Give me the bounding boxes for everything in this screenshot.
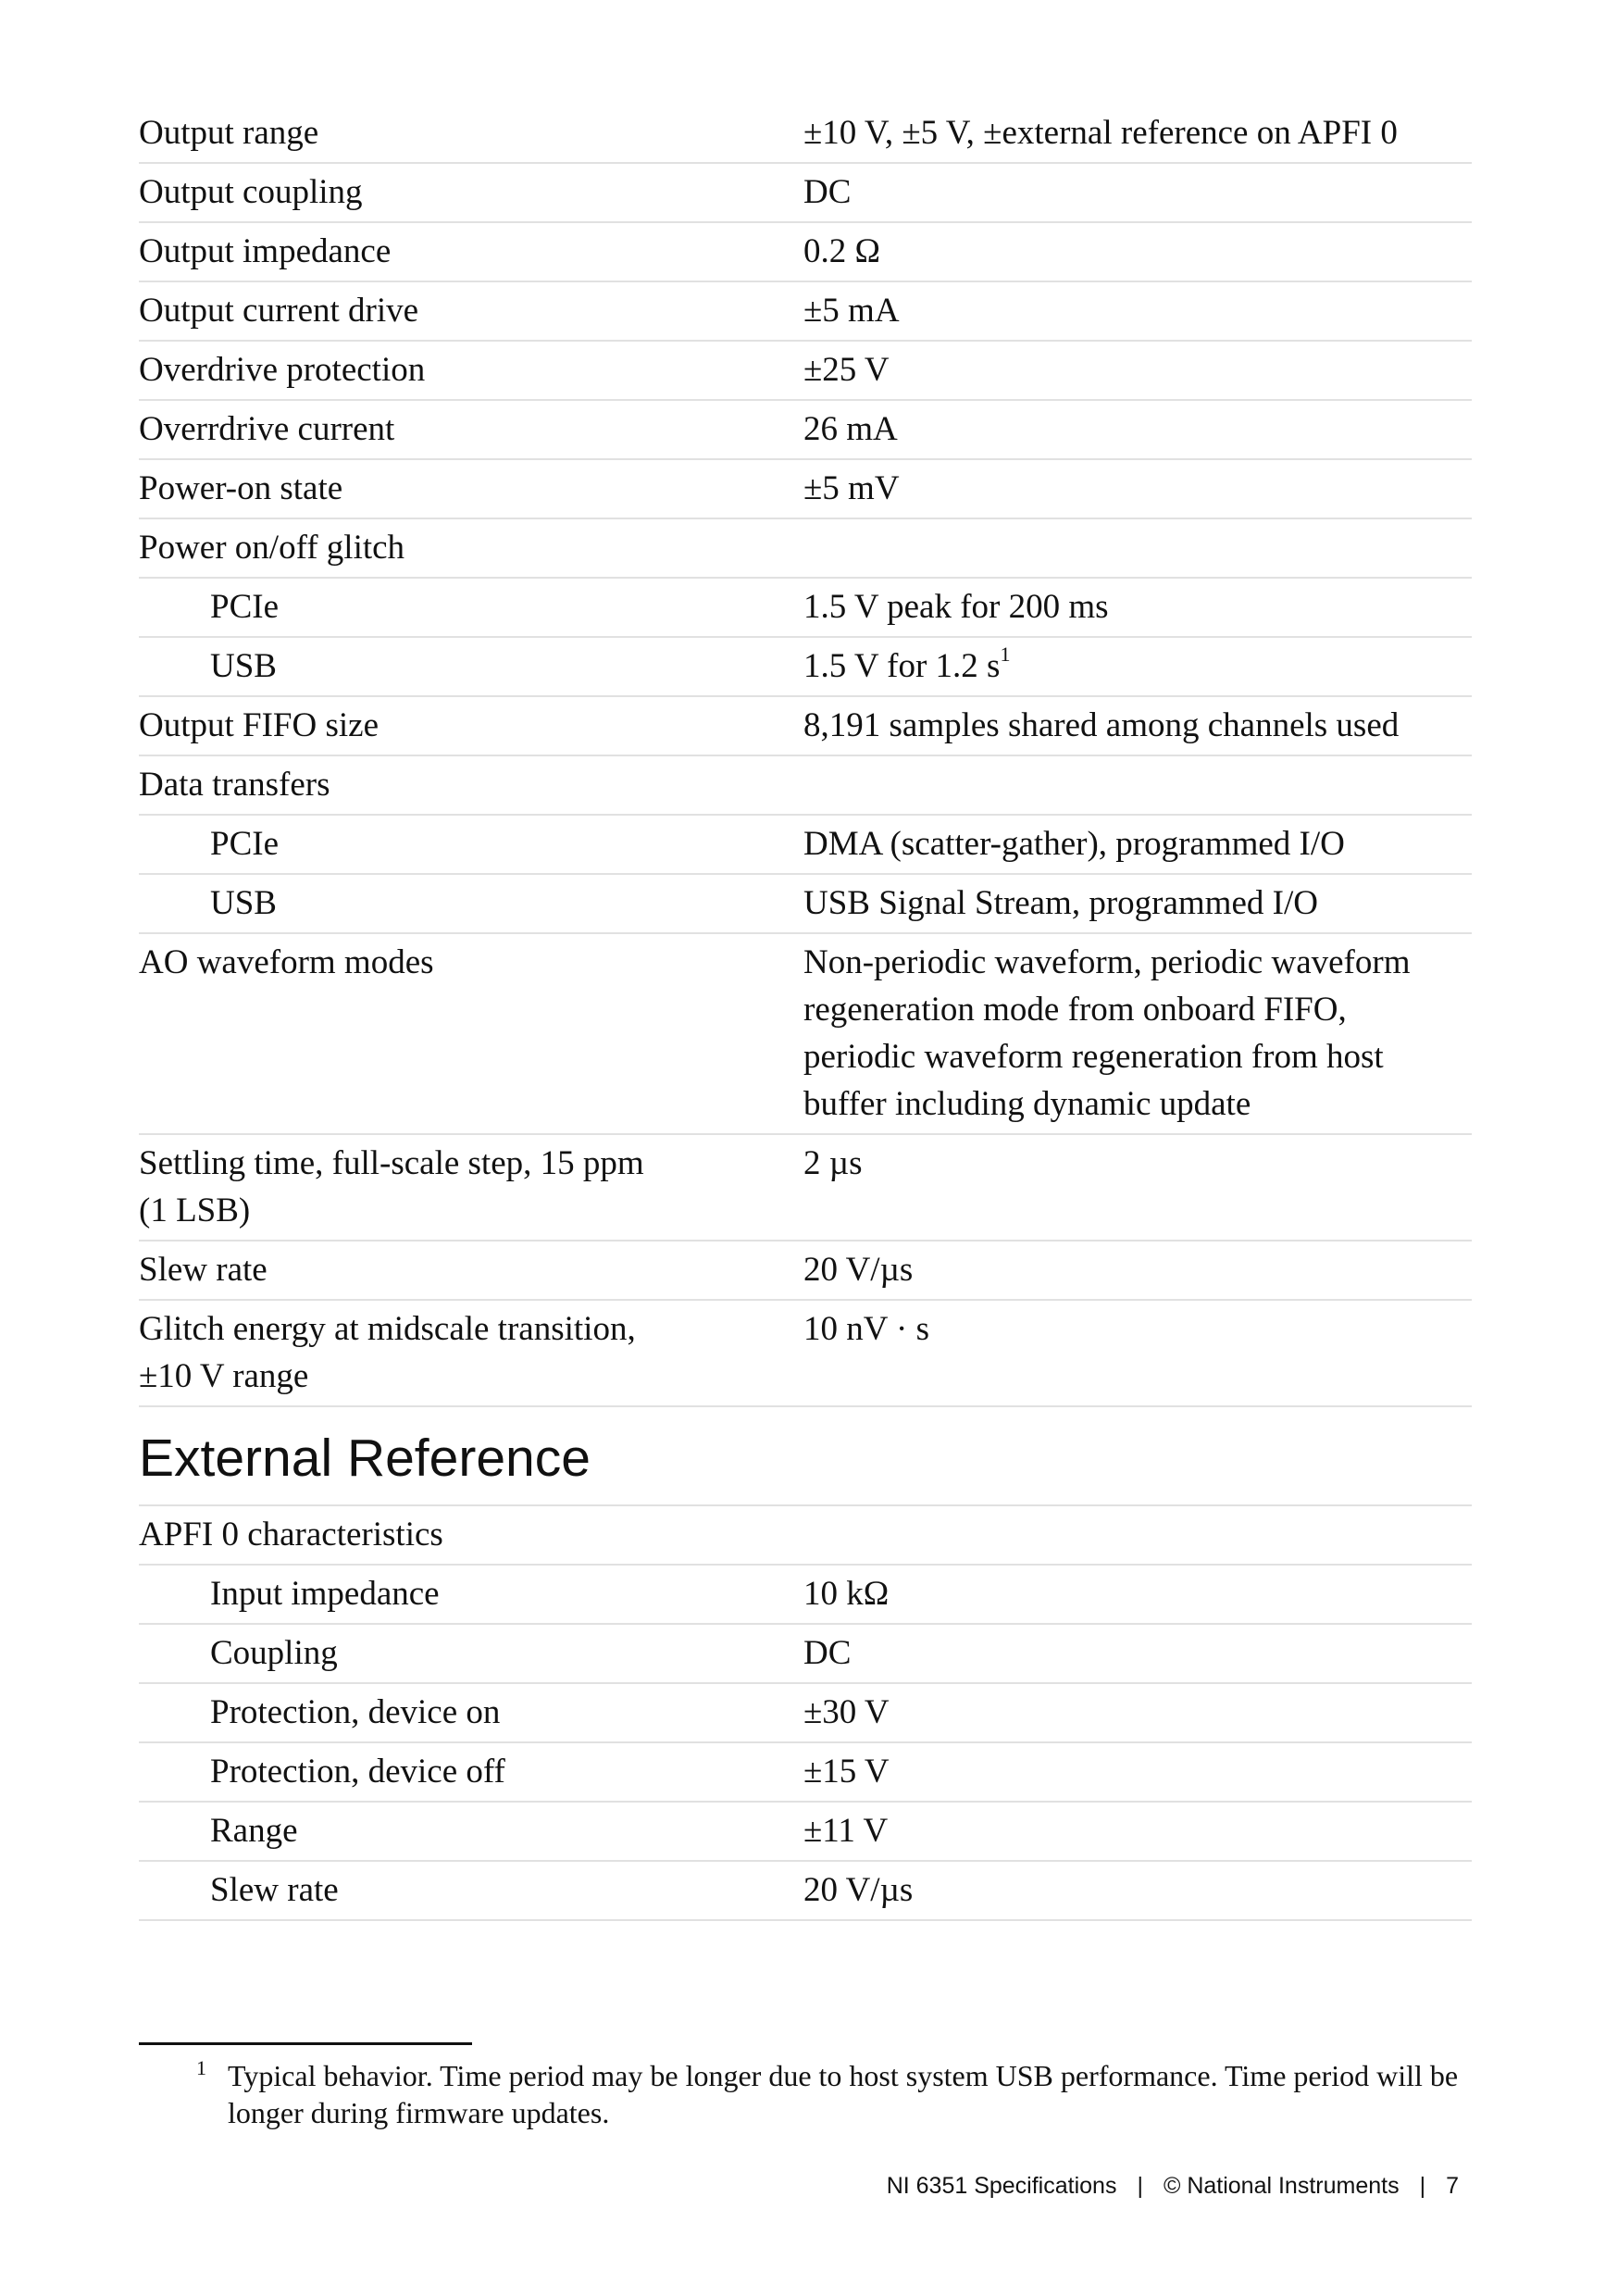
spec-value: ±15 V [803, 1753, 890, 1791]
spec-label [139, 1140, 803, 1234]
spec-label: Output impedance [139, 232, 392, 270]
spec-value: ±5 mV [803, 469, 900, 507]
spec-row [139, 1242, 1472, 1301]
spec-value: DC [803, 173, 852, 211]
spec-subrow [139, 1743, 1472, 1803]
spec-row [139, 105, 1472, 164]
spec-group-row [139, 519, 1472, 579]
spec-subrow [139, 1684, 1472, 1743]
spec-row [139, 164, 1472, 223]
spec-subrow [139, 1566, 1472, 1625]
spec-value-text: 1.5 V for 1.2 s [803, 647, 1001, 685]
spec-label [139, 1305, 803, 1400]
spec-label: Slew rate [139, 1251, 268, 1289]
spec-value: ±11 V [803, 1812, 889, 1850]
spec-value: 0.2 Ω [803, 232, 880, 270]
spec-row [139, 1301, 1472, 1407]
spec-sublabel: USB [210, 884, 277, 922]
footer-separator: | [1419, 2173, 1426, 2199]
spec-sublabel: USB [210, 647, 277, 685]
spec-group-label: APFI 0 characteristics [139, 1516, 443, 1554]
spec-row [139, 697, 1472, 756]
section-heading: External Reference [139, 1429, 591, 1488]
spec-label: AO waveform modes [139, 943, 434, 981]
spec-group-row [139, 1506, 1472, 1566]
page-footer [887, 2170, 1459, 2202]
spec-sublabel: Protection, device on [210, 1693, 501, 1731]
spec-label: Power-on state [139, 469, 343, 507]
footnote-mark: 1 [196, 2056, 206, 2079]
page-number: 7 [1446, 2173, 1459, 2199]
footnote-text: Typical behavior. Time period may be longer due to host system USB performance. Time period will be longer during firmware updates. [228, 2059, 1459, 2129]
spec-subrow [139, 1625, 1472, 1684]
footnote-ref: 1 [1000, 642, 1011, 666]
spec-value: 8,191 samples shared among channels used [803, 706, 1400, 744]
spec-subrow [139, 638, 1472, 697]
spec-row [139, 460, 1472, 519]
spec-group-row [139, 756, 1472, 816]
spec-row [139, 1135, 1472, 1242]
footnote-divider [139, 2042, 472, 2045]
spec-sublabel: PCIe [210, 825, 279, 863]
spec-label-line: ±10 V range [139, 1357, 309, 1395]
spec-label-line: (1 LSB) [139, 1192, 251, 1229]
spec-row [139, 401, 1472, 460]
spec-row [139, 282, 1472, 342]
external-reference-table [139, 1504, 1472, 1921]
spec-group-label: Power on/off glitch [139, 529, 405, 567]
spec-value: 20 V/µs [803, 1251, 914, 1289]
spec-value: 10 nV · s [803, 1310, 930, 1348]
spec-sublabel: Protection, device off [210, 1753, 505, 1791]
spec-sublabel: Coupling [210, 1634, 338, 1672]
spec-value: ±25 V [803, 351, 890, 389]
spec-label: Output range [139, 114, 319, 152]
spec-value-line: buffer including dynamic update [803, 1085, 1251, 1123]
spec-subrow [139, 1862, 1472, 1921]
spec-subrow [139, 1803, 1472, 1862]
spec-label-line: Settling time, full-scale step, 15 ppm [139, 1144, 644, 1182]
spec-row [139, 342, 1472, 401]
spec-subrow [139, 875, 1472, 934]
output-spec-table [139, 105, 1472, 1407]
spec-value: ±10 V, ±5 V, ±external reference on APFI 0 [803, 114, 1398, 152]
spec-value: 10 kΩ [803, 1575, 890, 1613]
spec-sublabel: Input impedance [210, 1575, 440, 1613]
spec-value [803, 643, 1472, 690]
spec-value: USB Signal Stream, programmed I/O [803, 884, 1318, 922]
spec-value: 2 µs [803, 1144, 863, 1182]
spec-group-label: Data transfers [139, 766, 330, 804]
footer-copyright: © National Instruments [1163, 2173, 1400, 2199]
spec-subrow [139, 816, 1472, 875]
spec-label: Output current drive [139, 292, 419, 330]
spec-value-line: Non-periodic waveform, periodic waveform [803, 943, 1411, 981]
spec-row [139, 934, 1472, 1135]
spec-value: DC [803, 1634, 852, 1672]
spec-sublabel: Slew rate [210, 1871, 339, 1909]
spec-value: 26 mA [803, 410, 898, 448]
spec-label-line: Glitch energy at midscale transition, [139, 1310, 636, 1348]
spec-value: ±30 V [803, 1693, 890, 1731]
spec-value: 1.5 V peak for 200 ms [803, 588, 1109, 626]
spec-label: Output coupling [139, 173, 363, 211]
spec-value-line: periodic waveform regeneration from host [803, 1038, 1384, 1076]
spec-label: Output FIFO size [139, 706, 379, 744]
spec-value [803, 939, 1472, 1128]
spec-value-line: regeneration mode from onboard FIFO, [803, 991, 1347, 1029]
spec-sublabel: Range [210, 1812, 298, 1850]
footer-doc-title: NI 6351 Specifications [886, 2173, 1117, 2199]
spec-subrow [139, 579, 1472, 638]
footer-separator: | [1137, 2173, 1143, 2199]
spec-value: 20 V/µs [803, 1871, 914, 1909]
spec-value: ±5 mA [803, 292, 900, 330]
spec-value: DMA (scatter-gather), programmed I/O [803, 825, 1345, 863]
spec-sublabel: PCIe [210, 588, 279, 626]
spec-label: Overdrive protection [139, 351, 426, 389]
footnote [139, 2057, 1472, 2131]
spec-row [139, 223, 1472, 282]
spec-label: Overrdrive current [139, 410, 395, 448]
